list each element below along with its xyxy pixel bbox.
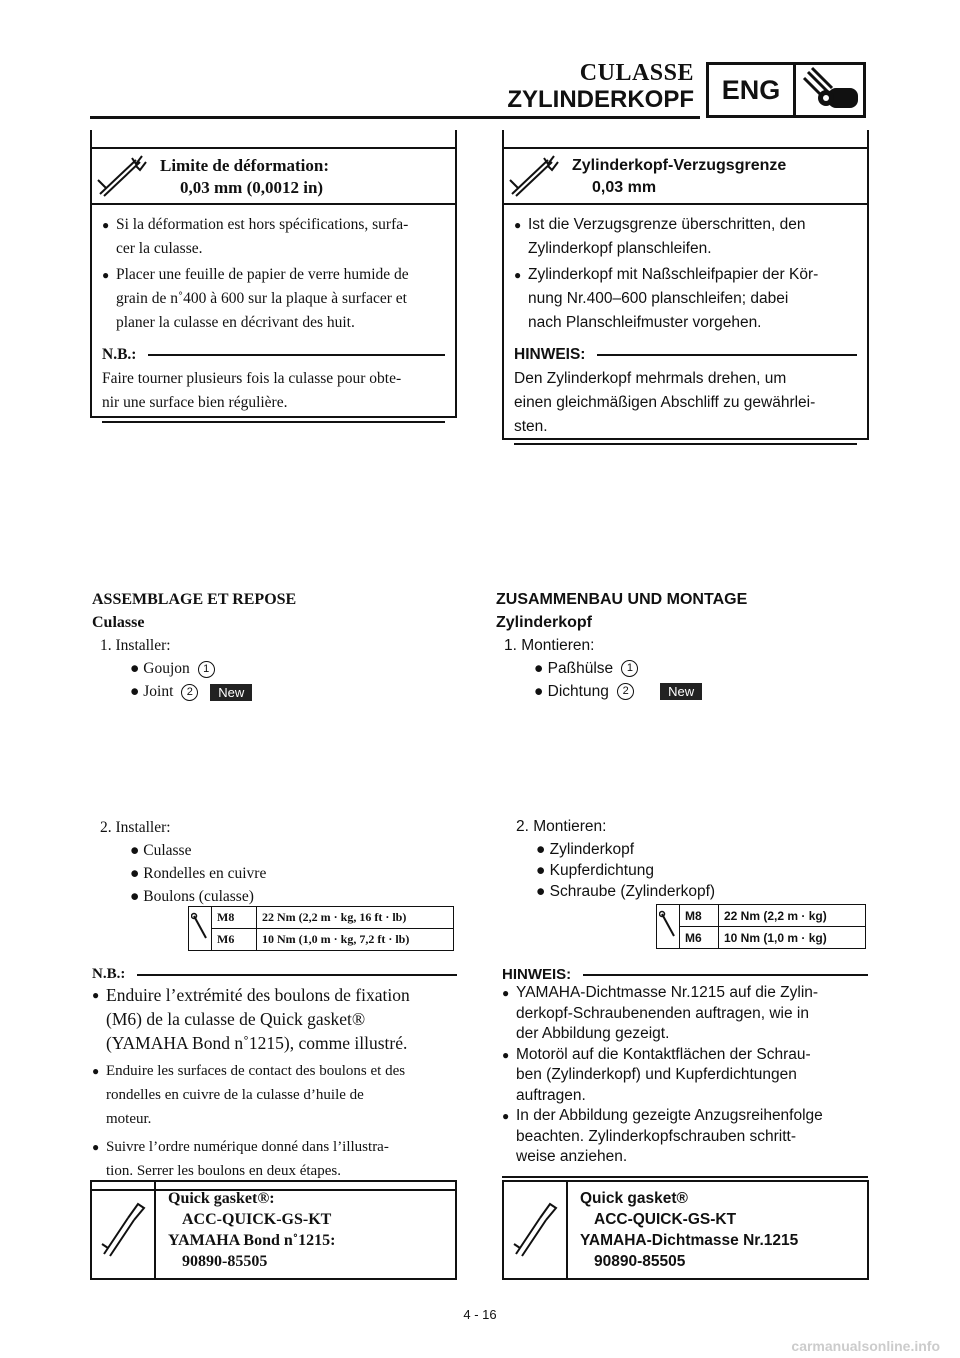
section-subtitle: Culasse: [92, 614, 145, 631]
torque-size: M6: [212, 929, 257, 951]
sealant-name: Quick gasket®: [580, 1190, 688, 1207]
assembly-section-fr: [92, 588, 457, 703]
torque-size: M6: [680, 927, 719, 949]
new-part-badge: New: [210, 684, 252, 701]
sealant-code: ACC-QUICK-GS-KT: [182, 1211, 332, 1228]
torque-value: 22 Nm (2,2 m · kg, 16 ft · lb): [257, 907, 454, 929]
note-bullet: ● YAMAHA-Dichtmasse Nr.1215 auf die Zylin- derkopf-Schraubenenden auftragen, wie in der Abbildung gezeigt.: [502, 984, 819, 1042]
assembly-section-de: [496, 588, 868, 703]
note-bullet: ● Enduire les surfaces de contact des boulons et des rondelles en cuivre de la culasse d’huile de moteur.: [92, 1063, 406, 1127]
sealant-box-de: [502, 1180, 869, 1280]
note-bullet: ● In der Abbildung gezeigte Anzugsreihenfolge beachten. Zylinderkopfschrauben schritt- weise anziehen.: [502, 1107, 823, 1165]
section-title: ASSEMBLAGE ET REPOSE: [92, 591, 297, 608]
sealant-name: YAMAHA-Dichtmasse Nr.1215: [580, 1232, 799, 1249]
note-heading: HINWEIS:: [502, 966, 868, 983]
deformation-limit-box-de: [502, 147, 869, 440]
sealant-code: 90890-85505: [182, 1253, 268, 1270]
note-text: Den Zylinderkopf mehrmals drehen, um einen gleichmäßigen Abschliff zu gewährlei- sten.: [514, 370, 816, 435]
torque-value: 22 Nm (2,2 m · kg): [719, 905, 866, 927]
header-title-de: ZYLINDERKOPF: [507, 86, 694, 113]
wrench-icon: [189, 907, 212, 951]
watermark[interactable]: carmanualsonline.info: [791, 1338, 940, 1354]
bullet-item: ● Si la déformation est hors spécifications, surfa- cer la culasse.: [102, 216, 409, 257]
sealant-name: YAMAHA Bond n˚1215:: [168, 1232, 336, 1249]
section-title: ZUSAMMENBAU UND MONTAGE: [496, 591, 748, 608]
sealant-tube-icon: [92, 1182, 156, 1278]
caliper-icon: [504, 149, 564, 203]
page-number: 4 - 16: [463, 1307, 497, 1322]
step-item: ● Culasse: [130, 842, 192, 859]
torque-size: M8: [212, 907, 257, 929]
bullet-item: ● Ist die Verzugsgrenze überschritten, den Zylinderkopf planschleifen.: [514, 216, 806, 257]
engine-icon: [796, 65, 863, 115]
step-item: ● Kupferdichtung: [536, 862, 654, 879]
torque-value: 10 Nm (1,0 m · kg): [719, 927, 866, 949]
step-item: ● Zylinderkopf: [536, 841, 635, 858]
note-heading: N.B.:: [102, 343, 445, 367]
note-bullet: ● Motoröl auf die Kontaktflächen der Schrau- ben (Zylinderkopf) und Kupferdichtungen auftragen.: [502, 1045, 811, 1104]
step-item: ● Joint 2 New: [92, 680, 457, 703]
spec-label: Zylinderkopf-Verzugsgrenze: [572, 157, 787, 174]
step-item: ● Schraube (Zylinderkopf): [536, 883, 716, 900]
caliper-icon: [92, 149, 152, 203]
bullet-item: ● Placer une feuille de papier de verre humide de grain de n˚400 à 600 sur la plaque à surfacer et planer la culasse en décrivant des huit.: [102, 266, 409, 331]
header-title-fr: CULASSE: [579, 60, 694, 86]
sealant-code: 90890-85505: [594, 1253, 686, 1270]
step-item: ● Goujon 1: [92, 657, 457, 680]
assembly-note-de: [502, 958, 868, 1178]
torque-value: 10 Nm (1,0 m · kg, 7,2 ft · lb): [257, 929, 454, 951]
sealant-name: Quick gasket®:: [168, 1190, 275, 1207]
eng-label: ENG: [709, 65, 796, 115]
note-heading: HINWEIS:: [514, 343, 857, 367]
sealant-box-fr: [90, 1180, 457, 1280]
step-item: ● Dichtung 2 New: [496, 680, 868, 703]
step-item: ● Paßhülse 1: [496, 657, 868, 680]
note-text: Faire tourner plusieurs fois la culasse pour obte- nir une surface bien régulière.: [102, 370, 402, 411]
sealant-code: ACC-QUICK-GS-KT: [594, 1211, 737, 1228]
torque-size: M8: [680, 905, 719, 927]
spec-value: 0,03 mm: [592, 179, 657, 196]
step-item: ● Boulons (culasse): [130, 888, 254, 905]
bullet-item: ● Zylinderkopf mit Naßschleifpapier der Kör- nung Nr.400–600 planschleifen; dabei nach Planschleifmuster vorgehen.: [514, 266, 819, 331]
step-2-de: 2. Montieren: ● Zylinderkopf ● Kupferdichtung ● Schraube (Zylinderkopf): [496, 816, 868, 902]
new-part-badge: New: [660, 683, 702, 700]
spec-label: Limite de déformation:: [160, 156, 330, 175]
step-1: 1. Montieren:: [504, 637, 595, 654]
note-end-rule: [514, 443, 857, 445]
spec-value: 0,03 mm (0,0012 in): [180, 178, 324, 197]
note-bullet: ● Enduire l’extrémité des boulons de fixation (M6) de la culasse de Quick gasket® (YAMAHA Bond n˚1215), comme illustré.: [92, 985, 410, 1053]
step-item: ● Rondelles en cuivre: [130, 865, 267, 882]
section-subtitle: Zylinderkopf: [496, 614, 593, 631]
sealant-tube-icon: [504, 1182, 568, 1278]
assembly-note-fr: [92, 958, 457, 1191]
torque-table-de: [656, 904, 866, 949]
wrench-icon: [657, 905, 680, 949]
step-1: 1. Installer:: [100, 637, 171, 654]
note-end-rule: [102, 421, 445, 423]
step-2-fr: 2. Installer: ● Culasse ● Rondelles en cuivre ● Boulons (culasse): [92, 816, 457, 908]
note-bullet: ● Suivre l’ordre numérique donné dans l’illustra- tion. Serrer les boulons en deux étapes.: [92, 1139, 389, 1179]
header-rule: [90, 116, 700, 119]
deformation-limit-box-fr: [90, 147, 457, 418]
torque-table-fr: [188, 906, 454, 951]
note-heading: N.B.:: [92, 966, 457, 983]
engine-section-badge: [706, 62, 866, 118]
